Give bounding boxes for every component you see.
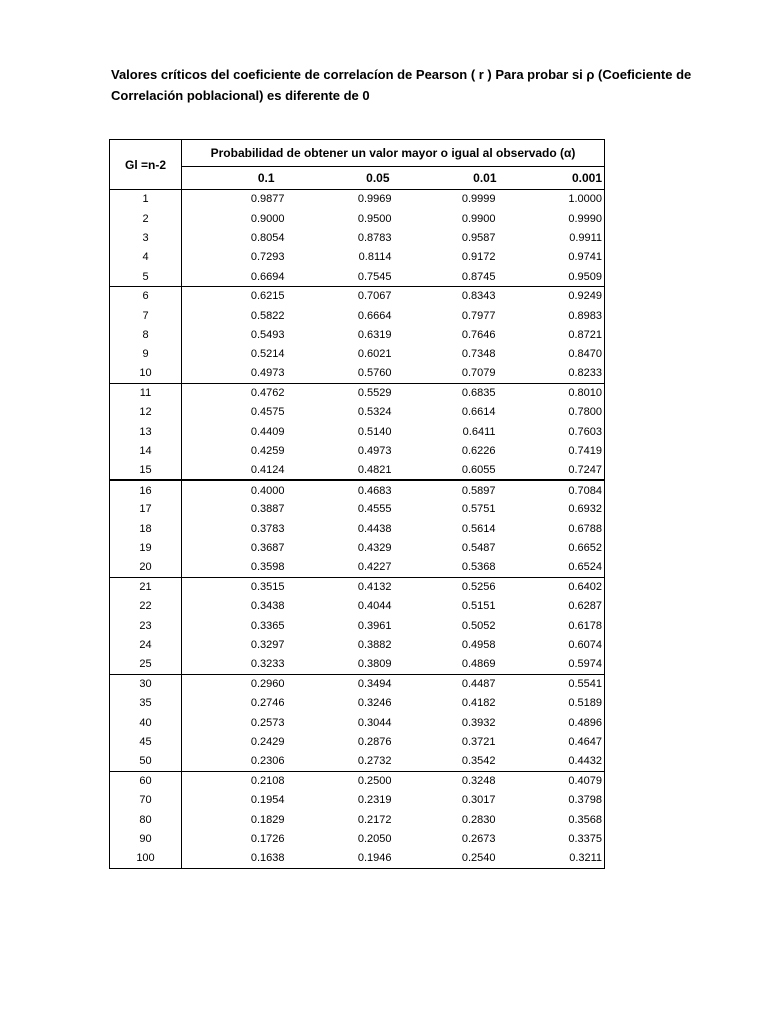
critical-value-cell: 0.7603 xyxy=(497,422,605,441)
critical-value-cell: 0.5541 xyxy=(497,674,605,693)
gl-cell: 20 xyxy=(110,558,182,577)
gl-cell: 25 xyxy=(110,655,182,674)
alpha-header-0.01: 0.01 xyxy=(392,167,497,190)
alpha-header-0.001: 0.001 xyxy=(497,167,605,190)
critical-value-cell: 0.1638 xyxy=(182,849,287,868)
critical-value-cell: 0.6074 xyxy=(497,635,605,654)
critical-value-cell: 0.3687 xyxy=(250,542,285,555)
table-row xyxy=(110,286,605,305)
table-row xyxy=(110,558,605,577)
gl-cell: 11 xyxy=(110,383,182,402)
critical-value-cell: 0.2746 xyxy=(250,697,285,710)
critical-value-cell: 0.6835 xyxy=(461,387,496,400)
critical-value-cell: 0.2319 xyxy=(357,794,392,807)
critical-value-cell: 0.3542 xyxy=(392,752,497,771)
probability-header: Probabilidad de obtener un valor mayor o igual al observado (α) xyxy=(182,140,605,167)
critical-value-cell: 0.9587 xyxy=(461,231,496,244)
critical-value-cell: 0.2172 xyxy=(357,813,392,826)
critical-value-cell: 0.7419 xyxy=(497,442,605,461)
critical-value-cell: 0.1726 xyxy=(250,833,285,846)
critical-value-cell: 0.5151 xyxy=(461,600,496,613)
critical-value-cell: 0.2050 xyxy=(357,833,392,846)
gl-cell: 19 xyxy=(110,539,182,558)
critical-value-cell: 0.5529 xyxy=(357,387,392,400)
critical-value-cell: 0.4044 xyxy=(357,600,392,613)
critical-value-cell: 0.6664 xyxy=(357,309,392,322)
critical-values-table xyxy=(109,139,605,869)
critical-value-cell: 0.8470 xyxy=(497,345,605,364)
critical-value-cell: 0.2540 xyxy=(392,849,497,868)
critical-value-cell: 0.6021 xyxy=(357,348,392,361)
table-row xyxy=(110,519,605,538)
critical-value-cell: 0.6178 xyxy=(497,616,605,635)
critical-value-cell: 0.6694 xyxy=(182,267,287,286)
critical-value-cell: 0.3809 xyxy=(287,655,392,674)
critical-value-cell: 0.8745 xyxy=(392,267,497,286)
critical-value-cell: 0.2500 xyxy=(357,775,392,788)
critical-value-cell: 0.4329 xyxy=(357,542,392,555)
critical-value-cell: 0.3568 xyxy=(497,810,605,829)
critical-value-cell: 0.6788 xyxy=(497,519,605,538)
gl-cell: 6 xyxy=(110,286,182,305)
gl-cell: 14 xyxy=(110,442,182,461)
table-row xyxy=(110,771,605,790)
critical-value-cell: 0.7067 xyxy=(357,290,392,303)
critical-value-cell: 0.4079 xyxy=(497,771,605,790)
table-row xyxy=(110,422,605,441)
critical-value-cell: 0.5614 xyxy=(461,522,496,535)
table-row xyxy=(110,829,605,848)
critical-value-cell: 0.5487 xyxy=(461,542,496,555)
gl-cell: 16 xyxy=(110,480,182,499)
gl-cell: 3 xyxy=(110,228,182,247)
alpha-header-0.05: 0.05 xyxy=(287,167,392,190)
critical-value-cell: 0.5493 xyxy=(250,328,285,341)
critical-value-cell: 0.9172 xyxy=(461,251,496,264)
gl-cell: 10 xyxy=(110,364,182,383)
critical-value-cell: 0.6614 xyxy=(461,406,496,419)
table-row xyxy=(110,616,605,635)
critical-value-cell: 0.3494 xyxy=(357,678,392,691)
critical-value-cell: 0.4575 xyxy=(250,406,285,419)
gl-cell: 45 xyxy=(110,732,182,751)
table-row xyxy=(110,364,605,383)
critical-value-cell: 0.4409 xyxy=(250,425,285,438)
critical-value-cell: 0.4487 xyxy=(461,678,496,691)
table-row xyxy=(110,791,605,810)
critical-value-cell: 0.4683 xyxy=(357,484,392,497)
critical-value-cell: 0.7800 xyxy=(497,403,605,422)
critical-value-cell: 0.2830 xyxy=(461,813,496,826)
critical-value-cell: 0.3365 xyxy=(250,619,285,632)
critical-value-cell: 0.3598 xyxy=(182,558,287,577)
critical-value-cell: 0.6215 xyxy=(250,290,285,303)
critical-value-cell: 0.4132 xyxy=(357,581,392,594)
critical-value-cell: 1.0000 xyxy=(497,190,605,209)
critical-value-cell: 0.2429 xyxy=(250,736,285,749)
critical-value-cell: 0.4227 xyxy=(287,558,392,577)
table-row xyxy=(110,655,605,674)
gl-cell: 5 xyxy=(110,267,182,286)
critical-value-cell: 0.5760 xyxy=(287,364,392,383)
critical-value-cell: 0.1946 xyxy=(287,849,392,868)
gl-cell: 23 xyxy=(110,616,182,635)
critical-value-cell: 0.3721 xyxy=(461,736,496,749)
critical-value-cell: 0.9990 xyxy=(497,209,605,228)
table-row xyxy=(110,248,605,267)
critical-value-cell: 0.6055 xyxy=(392,461,497,480)
table-row xyxy=(110,732,605,751)
critical-value-cell: 0.3783 xyxy=(250,522,285,535)
table-row xyxy=(110,500,605,519)
gl-cell: 70 xyxy=(110,791,182,810)
critical-value-cell: 0.8010 xyxy=(497,383,605,402)
critical-value-cell: 0.6319 xyxy=(357,328,392,341)
critical-value-cell: 0.9000 xyxy=(250,212,285,225)
critical-value-cell: 0.4432 xyxy=(497,752,605,771)
critical-value-cell: 0.9500 xyxy=(357,212,392,225)
critical-value-cell: 0.2960 xyxy=(250,678,285,691)
critical-value-cell: 0.4869 xyxy=(392,655,497,674)
table-row xyxy=(110,694,605,713)
critical-value-cell: 0.6652 xyxy=(497,539,605,558)
gl-cell: 12 xyxy=(110,403,182,422)
gl-cell: 8 xyxy=(110,325,182,344)
alpha-header-0.1: 0.1 xyxy=(182,167,287,190)
critical-value-cell: 0.7348 xyxy=(461,348,496,361)
table-row xyxy=(110,306,605,325)
gl-cell: 22 xyxy=(110,597,182,616)
critical-value-cell: 0.3375 xyxy=(497,829,605,848)
critical-value-cell: 0.3515 xyxy=(250,581,285,594)
critical-value-cell: 0.4762 xyxy=(250,387,285,400)
critical-value-cell: 0.8114 xyxy=(358,251,392,264)
critical-value-cell: 0.2876 xyxy=(357,736,392,749)
critical-value-cell: 0.9999 xyxy=(461,193,496,206)
critical-value-cell: 0.9900 xyxy=(461,212,496,225)
gl-cell: 4 xyxy=(110,248,182,267)
table-row xyxy=(110,461,605,480)
gl-cell: 13 xyxy=(110,422,182,441)
gl-cell: 40 xyxy=(110,713,182,732)
gl-cell: 30 xyxy=(110,674,182,693)
table-row xyxy=(110,228,605,247)
critical-value-cell: 0.1829 xyxy=(250,813,285,826)
critical-value-cell: 0.9969 xyxy=(357,193,392,206)
critical-value-cell: 0.7293 xyxy=(250,251,285,264)
critical-value-cell: 0.6411 xyxy=(462,425,496,438)
critical-value-cell: 0.3438 xyxy=(250,600,285,613)
table-row xyxy=(110,325,605,344)
critical-value-cell: 0.5822 xyxy=(250,309,285,322)
critical-value-cell: 0.3248 xyxy=(461,775,496,788)
critical-value-cell: 0.8054 xyxy=(250,231,285,244)
gl-cell: 15 xyxy=(110,461,182,480)
critical-value-cell: 0.8233 xyxy=(497,364,605,383)
critical-value-cell: 0.8343 xyxy=(461,290,496,303)
table-row xyxy=(110,674,605,693)
table-row xyxy=(110,539,605,558)
document-title: Valores críticos del coeficiente de correlacíon de Pearson ( r ) Para probar si ρ (Coeficiente de Correlación poblacional) es diferente de 0 xyxy=(111,67,692,103)
critical-value-cell: 0.4896 xyxy=(497,713,605,732)
gl-cell: 21 xyxy=(110,577,182,596)
table-row xyxy=(110,713,605,732)
critical-value-cell: 0.2673 xyxy=(461,833,496,846)
critical-value-cell: 0.2108 xyxy=(250,775,285,788)
gl-cell: 18 xyxy=(110,519,182,538)
critical-value-cell: 0.2573 xyxy=(250,716,285,729)
critical-value-cell: 0.4555 xyxy=(357,503,392,516)
critical-value-cell: 0.4647 xyxy=(497,732,605,751)
critical-value-cell: 0.3211 xyxy=(497,849,605,868)
critical-value-cell: 0.8783 xyxy=(357,231,392,244)
critical-value-cell: 0.5214 xyxy=(250,348,285,361)
table-body xyxy=(110,190,605,869)
table-row xyxy=(110,577,605,596)
table-row xyxy=(110,635,605,654)
table-row xyxy=(110,209,605,228)
gl-cell: 100 xyxy=(110,849,182,868)
critical-value-cell: 0.9911 xyxy=(497,228,605,247)
critical-value-cell: 0.5189 xyxy=(497,694,605,713)
critical-value-cell: 0.6287 xyxy=(497,597,605,616)
gl-cell: 2 xyxy=(110,209,182,228)
critical-value-cell: 0.3044 xyxy=(357,716,392,729)
critical-value-cell: 0.3233 xyxy=(182,655,287,674)
critical-value-cell: 0.9249 xyxy=(497,286,605,305)
critical-value-cell: 0.3961 xyxy=(357,619,392,632)
critical-value-cell: 0.9877 xyxy=(250,193,285,206)
gl-cell: 24 xyxy=(110,635,182,654)
critical-value-cell: 0.3882 xyxy=(357,639,392,652)
critical-value-cell: 0.4182 xyxy=(461,697,496,710)
table-row xyxy=(110,810,605,829)
degrees-of-freedom-header: Gl =n-2 xyxy=(110,140,182,190)
critical-value-cell: 0.9509 xyxy=(497,267,605,286)
critical-value-cell: 0.7079 xyxy=(392,364,497,383)
critical-value-cell: 0.4958 xyxy=(461,639,496,652)
critical-value-cell: 0.5897 xyxy=(461,484,496,497)
critical-value-cell: 0.3246 xyxy=(357,697,392,710)
gl-cell: 7 xyxy=(110,306,182,325)
table-row xyxy=(110,345,605,364)
critical-value-cell: 0.4438 xyxy=(357,522,392,535)
critical-value-cell: 0.5140 xyxy=(357,425,392,438)
critical-value-cell: 0.8721 xyxy=(497,325,605,344)
critical-value-cell: 0.6402 xyxy=(497,577,605,596)
critical-value-cell: 0.5052 xyxy=(461,619,496,632)
critical-value-cell: 0.5974 xyxy=(497,655,605,674)
critical-value-cell: 0.7084 xyxy=(497,480,605,499)
gl-cell: 1 xyxy=(110,190,182,209)
gl-cell: 60 xyxy=(110,771,182,790)
critical-value-cell: 0.4973 xyxy=(357,445,392,458)
critical-value-cell: 0.7545 xyxy=(287,267,392,286)
critical-value-cell: 0.2732 xyxy=(287,752,392,771)
critical-value-cell: 0.3017 xyxy=(461,794,496,807)
critical-value-cell: 0.9741 xyxy=(497,248,605,267)
critical-value-cell: 0.6932 xyxy=(497,500,605,519)
critical-value-cell: 0.5324 xyxy=(357,406,392,419)
table-row xyxy=(110,597,605,616)
critical-value-cell: 0.6226 xyxy=(461,445,496,458)
critical-value-cell: 0.7977 xyxy=(461,309,496,322)
critical-value-cell: 0.4000 xyxy=(250,484,285,497)
critical-value-cell: 0.4973 xyxy=(182,364,287,383)
critical-value-cell: 0.7247 xyxy=(497,461,605,480)
table-row xyxy=(110,403,605,422)
critical-value-cell: 0.2306 xyxy=(182,752,287,771)
critical-value-cell: 0.4821 xyxy=(287,461,392,480)
table-row xyxy=(110,383,605,402)
gl-cell: 9 xyxy=(110,345,182,364)
gl-cell: 90 xyxy=(110,829,182,848)
critical-value-cell: 0.4259 xyxy=(250,445,285,458)
critical-value-cell: 0.7646 xyxy=(461,328,496,341)
critical-value-cell: 0.5751 xyxy=(461,503,496,516)
critical-value-cell: 0.1954 xyxy=(250,794,285,807)
table-row xyxy=(110,190,605,209)
gl-cell: 17 xyxy=(110,500,182,519)
critical-value-cell: 0.4124 xyxy=(182,461,287,480)
gl-cell: 35 xyxy=(110,694,182,713)
critical-value-cell: 0.5256 xyxy=(461,581,496,594)
table-row xyxy=(110,442,605,461)
critical-value-cell: 0.3798 xyxy=(497,791,605,810)
gl-cell: 80 xyxy=(110,810,182,829)
critical-value-cell: 0.6524 xyxy=(497,558,605,577)
table-row xyxy=(110,480,605,499)
critical-value-cell: 0.5368 xyxy=(392,558,497,577)
critical-value-cell: 0.3297 xyxy=(250,639,285,652)
table-row xyxy=(110,752,605,771)
critical-value-cell: 0.3887 xyxy=(250,503,285,516)
table-row xyxy=(110,849,605,868)
critical-value-cell: 0.8983 xyxy=(497,306,605,325)
table-row xyxy=(110,267,605,286)
gl-cell: 50 xyxy=(110,752,182,771)
critical-value-cell: 0.3932 xyxy=(461,716,496,729)
